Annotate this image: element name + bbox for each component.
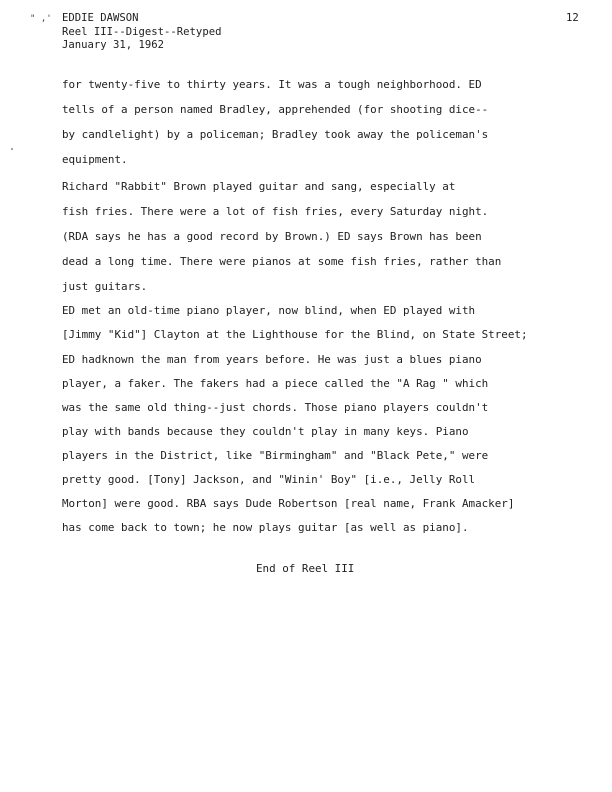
body-line: fish fries. There were a lot of fish fries, every Saturday night. xyxy=(62,205,489,218)
header-name: EDDIE DAWSON xyxy=(62,12,139,24)
header-reel: Reel III--Digest--Retyped xyxy=(62,25,222,38)
body-line: pretty good. [Tony] Jackson, and "Winin' Boy" [i.e., Jelly Roll xyxy=(62,473,476,486)
body-line: ED hadknown the man from years before. He was just a blues piano xyxy=(62,353,482,366)
body-line: was the same old thing--just chords. Those piano players couldn't xyxy=(62,401,489,414)
body-line: ED met an old-time piano player, now blind, when ED played with xyxy=(62,304,476,317)
body-line: has come back to town; he now plays guitar [as well as piano]. xyxy=(62,521,469,534)
scan-speck xyxy=(11,148,13,150)
margin-marks: " ,' xyxy=(30,14,52,24)
end-of-reel: End of Reel III xyxy=(256,562,355,575)
page-number: 12 xyxy=(566,12,579,24)
body-line: dead a long time. There were pianos at some fish fries, rather than xyxy=(62,255,502,268)
body-line: for twenty-five to thirty years. It was a tough neighborhood. ED xyxy=(62,78,482,91)
body-line: player, a faker. The fakers had a piece called the "A Rag " which xyxy=(62,377,489,390)
document-header xyxy=(62,12,221,53)
body-line: [Jimmy "Kid"] Clayton at the Lighthouse for the Blind, on State Street; xyxy=(62,328,528,341)
header-date: January 31, 1962 xyxy=(62,39,165,52)
body-line: Morton] were good. RBA says Dude Robertson [real name, Frank Amacker] xyxy=(62,497,515,510)
body-line: players in the District, like "Birmingham" and "Black Pete," were xyxy=(62,449,489,462)
body-line: by candlelight) by a policeman; Bradley took away the policeman's xyxy=(62,128,489,141)
body-line: equipment. xyxy=(62,153,128,166)
body-line: just guitars. xyxy=(62,280,148,293)
body-line: Richard "Rabbit" Brown played guitar and sang, especially at xyxy=(62,180,456,193)
body-line: play with bands because they couldn't play in many keys. Piano xyxy=(62,425,469,438)
body-line: tells of a person named Bradley, apprehended (for shooting dice-- xyxy=(62,103,489,116)
body-line: (RDA says he has a good record by Brown.) ED says Brown has been xyxy=(62,230,482,243)
